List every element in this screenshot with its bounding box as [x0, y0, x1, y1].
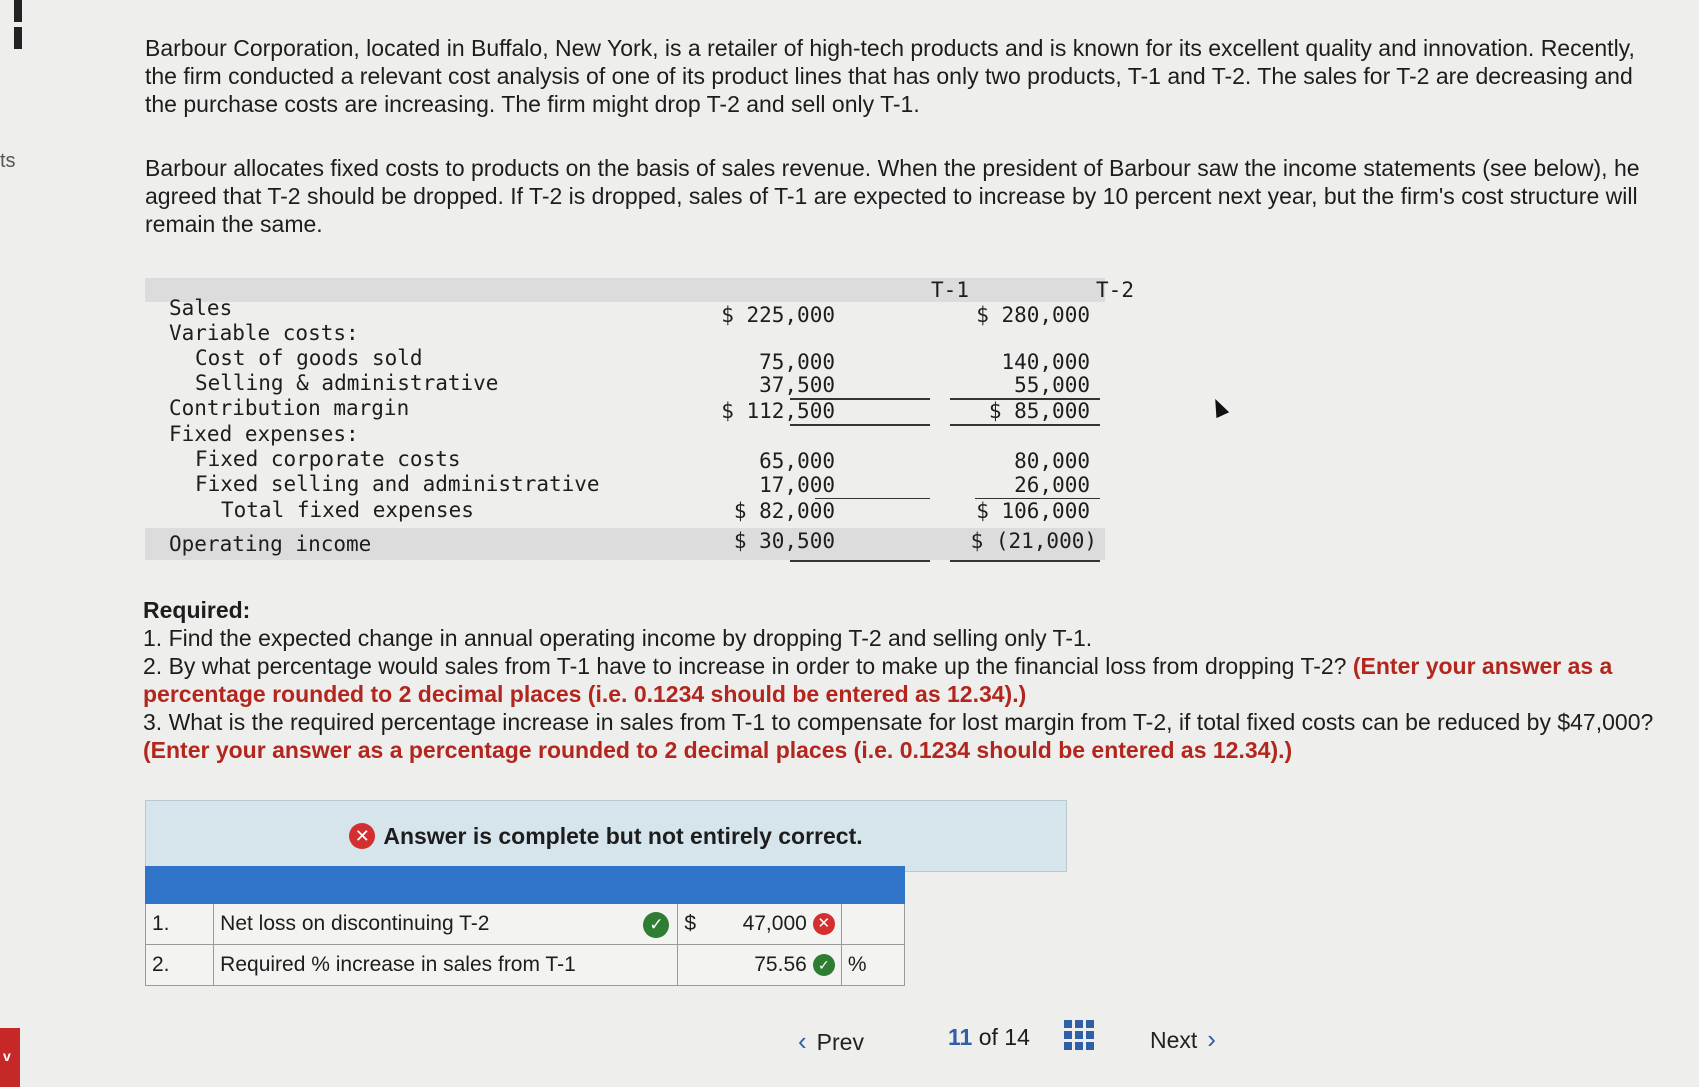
- banner-text: Answer is complete but not entirely correct.: [383, 822, 863, 849]
- page-current: 11: [948, 1024, 973, 1050]
- rule: [950, 424, 1100, 426]
- answer-num: 1.: [146, 904, 214, 945]
- row-label-fixed-corp: Fixed corporate costs: [195, 447, 461, 471]
- required-q2: 2. By what percentage would sales from T-1 have to increase in order to make up the financial loss from dropping T-2? (Enter your answer as a percentage rounded to 2 decimal places (i.e. 0.1234 should be entered as 12.34).): [143, 653, 1613, 707]
- row-label-cm: Contribution margin: [169, 396, 410, 420]
- edge-red-tab[interactable]: v: [0, 1028, 20, 1087]
- answer-value: 75.56: [754, 953, 807, 976]
- intro-paragraph-2: Barbour allocates fixed costs to products on the basis of sales revenue. When the president of Barbour saw the income statements (see below), he agreed that T-2 should be dropped. If T-2 is dropped, sales of T-1 are expected to increase by 10 percent next year, but the firm's cost structure will remain the same.: [145, 155, 1640, 237]
- correct-check-icon: ✓: [813, 954, 835, 976]
- required-title: Required:: [143, 597, 251, 623]
- row-label-fixed-expenses: Fixed expenses:: [169, 422, 359, 446]
- chevron-right-icon: ›: [1207, 1024, 1216, 1054]
- row-label-sga: Selling & administrative: [195, 371, 499, 395]
- op-income-t2: $ (21,000): [970, 529, 1097, 553]
- grid-icon[interactable]: [1064, 1020, 1094, 1050]
- fixed-corp-t1: 65,000: [759, 449, 835, 473]
- required-q2-note: (Enter your answer as a percentage rounded to 2 decimal places (i.e. 0.1234 should be entered as 12.34).): [143, 653, 1613, 707]
- answer-row-2: [146, 945, 905, 986]
- rule: [790, 424, 930, 426]
- answer-unit: %: [841, 945, 904, 986]
- cm-t2: $ 85,000: [988, 399, 1090, 423]
- intro-paragraph-1: Barbour Corporation, located in Buffalo, New York, is a retailer of high-tech products and is known for its excellent quality and innovation. Recently, the firm conducted a relevant cost analysis of one of its product lines that has only two products, T-1 and T-2. The sales for T-2 are decreasing and the purchase costs are increasing. The firm might drop T-2 and sell only T-1.: [145, 35, 1635, 117]
- required-q3: 3. What is the required percentage increase in sales from T-1 to compensate for lost margin from T-2, if total fixed costs can be reduced by $47,000? (Enter your answer as a percentage rounded to 2 decimal places (i.e. 0.1234 should be entered as 12.34).): [143, 709, 1654, 763]
- chevron-left-icon: ‹: [798, 1026, 807, 1056]
- sales-t2: $ 280,000: [976, 303, 1090, 327]
- fixed-sga-t2: 26,000: [1014, 473, 1090, 497]
- sga-t1: 37,500: [759, 373, 835, 397]
- row-label-fixed-sga: Fixed selling and administrative: [195, 472, 600, 496]
- rule: [790, 560, 930, 562]
- answer-input-2[interactable]: [678, 945, 841, 986]
- answer-num: 2.: [146, 945, 214, 986]
- rule: [950, 560, 1100, 562]
- edge-bars: [14, 0, 40, 54]
- col-head-t2: T-2: [1096, 278, 1134, 302]
- sales-t1: $ 225,000: [721, 303, 835, 327]
- fixed-sga-t1: 17,000: [759, 473, 835, 497]
- incorrect-icon: ✕: [349, 823, 375, 849]
- left-edge: [0, 0, 40, 1087]
- cogs-t2: 140,000: [1001, 350, 1090, 374]
- row-label-sales: Sales: [169, 296, 233, 320]
- prev-button[interactable]: ‹ Prev: [798, 1026, 864, 1056]
- answer-desc: Net loss on discontinuing T-2 ✓: [214, 904, 678, 945]
- fixed-corp-t2: 80,000: [1014, 449, 1090, 473]
- op-income-t1: $ 30,500: [733, 529, 835, 553]
- row-label-variable-costs: Variable costs:: [169, 321, 359, 345]
- mouse-cursor-icon: [1209, 396, 1229, 418]
- page-of: of 14: [978, 1024, 1030, 1050]
- answer-status-banner: [145, 800, 1067, 872]
- required-q1: 1. Find the expected change in annual operating income by dropping T-2 and selling only T-1.: [143, 625, 1093, 651]
- answer-table: [145, 866, 905, 986]
- sga-t2: 55,000: [1014, 373, 1090, 397]
- income-statement: [145, 278, 1134, 566]
- answer-table-header: [146, 867, 905, 904]
- next-button[interactable]: Next ›: [1150, 1024, 1216, 1054]
- col-head-t1: T-1: [931, 278, 969, 302]
- answer-input-1[interactable]: [678, 904, 841, 945]
- page-indicator: [948, 1024, 1030, 1051]
- cogs-t1: 75,000: [759, 350, 835, 374]
- required-section: [143, 596, 1673, 764]
- answer-row-1: [146, 904, 905, 945]
- row-label-op-income: Operating income: [169, 532, 372, 556]
- dollar-sign: $: [684, 912, 697, 935]
- total-fixed-t2: $ 106,000: [976, 499, 1090, 523]
- answer-desc: Required % increase in sales from T-1: [214, 945, 678, 986]
- correct-check-icon: ✓: [643, 912, 669, 938]
- row-label-total-fixed: Total fixed expenses: [221, 498, 474, 522]
- total-fixed-t1: $ 82,000: [733, 499, 835, 523]
- cm-t1: $ 112,500: [721, 399, 835, 423]
- edge-label: ts: [0, 150, 16, 172]
- answer-value: 47,000: [742, 912, 807, 935]
- required-q3-note: (Enter your answer as a percentage rounded to 2 decimal places (i.e. 0.1234 should be entered as 12.34).): [143, 737, 1293, 763]
- incorrect-icon: ✕: [813, 913, 835, 935]
- row-label-cogs: Cost of goods sold: [195, 346, 423, 370]
- answer-unit: [841, 904, 904, 945]
